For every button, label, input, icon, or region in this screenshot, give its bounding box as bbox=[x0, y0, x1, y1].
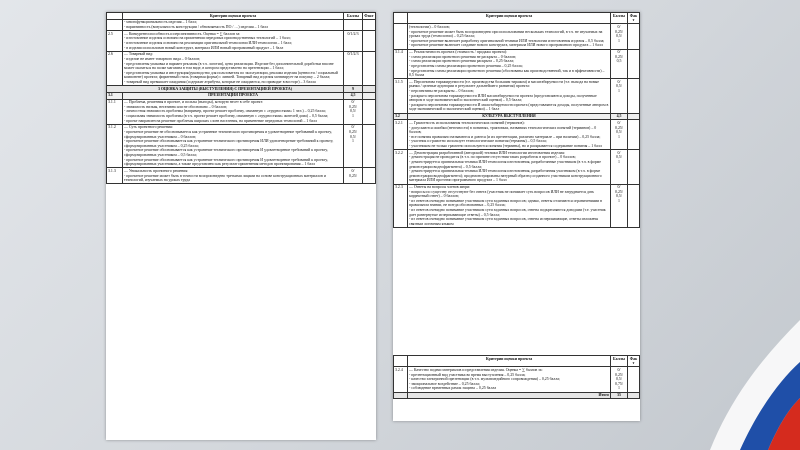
row-fact bbox=[363, 168, 376, 184]
row-points: 0/ 0,25/ 0,5/ 1 bbox=[344, 99, 363, 124]
subsection-points: 4,5 bbox=[611, 113, 628, 120]
row-criteria: — Уникальность проектного решения: - проектное решение может быть в точности воспроизведено третьими лицами на основе конструкционных материалов и технологий, изучаемых на уроках труда bbox=[123, 168, 344, 184]
subsection-number: 3.1 bbox=[107, 92, 123, 99]
row-criteria: — Демонстрация разработанной (авторской) техники ИЛИ технологии изготовления изделия: - демонстрация не проводится (в т.ч. по причине отсутствия таких разработок в проекте) – 0 баллов; - демонстрируется оригинальная техника ИЛИ технология изготовления, разработанные участником (в т.ч. в форме демонстрации видеофрагмента) – 0,5 балла; - демонстрируется оригинальная техника ИЛИ технология изготовления, разработанная участником (в т.ч. в форме демонстрации видеофрагмента); продемонстрированы натурный образец созданного участником конструкционного материала ИЛИ прототип программного продукта – 1 балл bbox=[408, 150, 611, 184]
row-criteria: — Ответы на вопросы членов жюри: - вопросы по существу отсутствуют без ответа (участник не понимает суть вопросов ИЛИ не затрудняется дать корректный ответ) – 0 баллов; - из ответов очевидно понимание участником сути заданных вопросов; однако, ответы отличаются ограничениями в правильном знании, не всегда обоснованных – 0,25 балла; - из ответов очевидно понимание участником сути заданных вопросов, ответы подкрепляются доводами (т.е. участник дает развернутые исчерпывающие ответы) – 0,5 балла; - из ответов очевидно понимание участником сути заданных вопросов, ответы исчерпывающие, ответы изложены связным логичным языком bbox=[408, 184, 611, 228]
document-page-left bbox=[106, 12, 376, 440]
table-header-row bbox=[107, 13, 376, 20]
row-points: 0/ 0,25/ 0,5/ 1 bbox=[611, 184, 628, 228]
row-fact bbox=[628, 49, 640, 79]
row-fact bbox=[628, 150, 640, 184]
row-points: 0/ 0,25/ 0,5/ 1 bbox=[344, 124, 363, 168]
row-number: 3.2.4 bbox=[394, 367, 408, 392]
row-points: 0/ 0,25/ 0,5 bbox=[611, 49, 628, 79]
criteria-table-right-lower bbox=[393, 355, 640, 399]
subsection-row bbox=[394, 113, 640, 120]
row-number: 2.6 bbox=[107, 51, 123, 85]
ribbon-graphic bbox=[670, 300, 800, 450]
row-criteria: — Проблема, решенная в проекте, и пользы (выгоды), которую несет в себе проект: - значимость низкая, негативна или не обосновано – 0 баллов; - личностная значимость проблемы (например, проект решает проблему, связанную с «трудностями» 1 чел.) – 0,25 балла; - социальная значимость проблемы (в т.ч. проект решает проблему, связанную с «трудностями» жителей дома) – 0,5 балла; - проект направлен на решение проблемы широких слоев населения, на применение передовых технологий – 1 балл bbox=[123, 99, 344, 124]
row-number: 3.1.5 bbox=[394, 79, 408, 113]
row-points: 0/ 0,5/ 1 bbox=[611, 79, 628, 113]
row-criteria: — Конкурентоспособность и перспективность. Оценка = ∑ баллов за: - изготовление изделия основано на применении передовых производственных технологий – 1 балл; - изготовление изделия основано на реализации оригинальной технологии ИЛИ технологии – 1 балл; - в изделии использован новый конструкт, материал ИЛИ новый программный продукт – 1 балл bbox=[123, 31, 344, 52]
column-header-points: Баллы bbox=[611, 356, 628, 367]
table-row bbox=[107, 124, 376, 168]
table-row bbox=[394, 150, 640, 184]
table-row bbox=[394, 49, 640, 79]
table-row bbox=[107, 51, 376, 85]
section-label: 3 ОЦЕНКА ЗАЩИТЫ (ВЫСТУПЛЕНИЯ) С ПРЕЗЕНТАЦИЕЙ ПРОЕКТА) bbox=[107, 86, 344, 93]
row-number: 3.1.2 bbox=[107, 124, 123, 168]
subsection-row bbox=[107, 92, 376, 99]
row-points: 0/ 0,25/ 0,5/ 1 bbox=[611, 120, 628, 150]
column-header-criteria: Критерии оценки проекта bbox=[408, 13, 611, 24]
row-number: 3.2.1 bbox=[394, 120, 408, 150]
row-points: 0/1/2/3 bbox=[344, 31, 363, 52]
row-criteria: — Качество подачи материалов и представления изделия. Оценка = ∑ баллов за: - презентационный вид участника во время выступления – 0,25 балла; - качество электронной презентации (в т.ч. мультимедийного сопровождения) – 0,25 балла; - эмоциональное воздействие – 0,25 балла; - соблюдение временных рамок защиты – 0,25 балла bbox=[408, 367, 611, 392]
row-fact bbox=[363, 31, 376, 52]
row-criteria: — Реалистичность проекта (стоимость / продажа проекта): - схема реализации проектного решения не раскрыта – 0 баллов; - схема реализации проектного решения раскрыта – 0,25 балла; - представлены схемы реализации проектного решения – 0,25 балла; - представлены схемы реализации проектного решения (обоснованы как производственной, так и в эффективности) – 0,5 балла bbox=[408, 49, 611, 79]
row-number: 3.1.1 bbox=[107, 99, 123, 124]
row-number bbox=[394, 24, 408, 49]
table-row bbox=[394, 120, 640, 150]
row-number: 3.1.3 bbox=[107, 168, 123, 184]
row-points: 0/ 0,25/ 0,5/ 1 bbox=[611, 24, 628, 49]
total-label: Итого bbox=[408, 392, 611, 399]
column-header-fact: Факт bbox=[628, 356, 640, 367]
row-points: 0/ 0,25/ 0,5/ 0,75/ 1 bbox=[611, 367, 628, 392]
document-page-right bbox=[393, 12, 640, 421]
table-header-row bbox=[394, 356, 640, 367]
row-fact bbox=[628, 184, 640, 228]
row-number bbox=[107, 19, 123, 30]
row-fact bbox=[363, 124, 376, 168]
row-criteria: — Грамотность использования технологических понятий (терминов): - допускаются ошибки (неточности) в понятиях, трактовках, названиях технологических понятий (терминов) – 0 баллов; - все понятия правильно называются и даются (и их презентации, различно материале – при наличии) – 0,25 балла; - участник и грамотно использует технологические понятия (термины) – 0,5 балла; - участником не только грамотно используются понятия (термины), но и раскрывается содержание понятия – 1 балл bbox=[408, 120, 611, 150]
row-criteria: - многофункциональность изделия – 1 балл; - вариативность (визуальность конструкции / обновляемость ПО / …) изделия – 1 балл bbox=[123, 19, 344, 30]
table-row bbox=[394, 367, 640, 392]
total-row bbox=[394, 392, 640, 399]
row-points: 0/ 0,5/ 1 bbox=[611, 150, 628, 184]
row-points bbox=[344, 19, 363, 30]
table-row bbox=[394, 24, 640, 49]
table-row bbox=[394, 184, 640, 228]
subsection-number: 3.2 bbox=[394, 113, 408, 120]
row-fact bbox=[628, 120, 640, 150]
tricolor-ribbon-decoration bbox=[670, 300, 800, 450]
section-points: 9 bbox=[344, 86, 363, 93]
column-header-fact: Факт bbox=[628, 13, 640, 24]
row-number: 3.2.2 bbox=[394, 150, 408, 184]
subsection-label: КУЛЬТУРА ВЫСТУПЛЕНИЯ bbox=[408, 113, 611, 120]
row-number: 3.1.4 bbox=[394, 49, 408, 79]
row-number: 3.2.3 bbox=[394, 184, 408, 228]
row-fact bbox=[628, 79, 640, 113]
row-fact bbox=[363, 99, 376, 124]
row-criteria: — Товарный вид: - изделие не имеет товарного вида – 0 баллов; - представлены упаковка и вариант рекламы (в т.ч. логотип), цена реализации. Изделие без дополнительной доработки вполне может оказаться на полке магазина в том виде, в котором представлено на презентации – 1 балл; - представлены упаковка и инструкция/руководство для пользователя по эксплуатации, реклама изделия (ценности / социальный компонент) проекта; фирменный стиль (товарная форма) с линией. Товарный вид изделия мотивирует на покупку – 2 балла; - товарный вид превышает ожидания (содержит атрибуты, которые не ожидаются, но приводят в восторг) – 3 балла bbox=[123, 51, 344, 85]
criteria-table-left bbox=[106, 12, 376, 184]
total-points: 35 bbox=[611, 392, 628, 399]
table-row bbox=[107, 168, 376, 184]
row-points: 0/1/2/3 bbox=[344, 51, 363, 85]
section-row bbox=[107, 86, 376, 93]
row-criteria: (технологии) – 0 баллов; - проектное решение может быть воспроизведено при использовании нескольких технологий, в т.ч. не изучаемых на уроках труда (технологии) – 0,25 балла; - проектное решение включает разработку оригинальной техники ИЛИ технологии изготовления изделия – 0,5 балла; - проектное решение включает создание нового конструкта, материала ИЛИ нового программного продукта – 1 балл bbox=[408, 24, 611, 49]
subsection-label: ПРЕЗЕНТАЦИЯ ПРОЕКТА bbox=[123, 92, 344, 99]
row-criteria: — Перспектива тиражируемости (т.е. производства большим тиражом) и масштабируемости (т.е. выхода на новые рынки / целевые аудитории в результате дальнейшего развития) проекта: - перспективы не раскрыты – 0 баллов; - раскрыта перспектива тиражируемости ИЛИ масштабируемости проекта (представляются доходы, полученные автором в ходе экономической и экологический оценки) – 0,5 балла; - раскрыта перспектива тиражируемости И масштабируемости проекта (представляются доходы, полученные автором в ходе экономической и экологический оценки) – 1 балл bbox=[408, 79, 611, 113]
table-row bbox=[107, 31, 376, 52]
column-header-criteria: Критерии оценки проекта bbox=[123, 13, 344, 20]
row-fact bbox=[363, 19, 376, 30]
table-row bbox=[107, 19, 376, 30]
row-fact bbox=[628, 367, 640, 392]
criteria-table-right bbox=[393, 12, 640, 228]
row-criteria: — Суть проектного решения: - проектное решение не обосновывается как устранение технического противоречия и удовлетворение требований к проекту, сформулированных участником – 0 баллов; - проектное решение обосновывается как устранение технического противоречия ИЛИ удовлетворение требований к проекту, сформулированных участником – 0,25 балла; - проектное решение обосновывается как устранение технического противоречия И удовлетворение требований к проекту, сформулированных участником – 0,5 балла; - проектное решение обосновывается как устранение технического противоречия И удовлетворение требований к проекту, сформулированных участником, а также представлено как результат применения методов проектирования – 1 балл bbox=[123, 124, 344, 168]
table-header-row bbox=[394, 13, 640, 24]
row-fact bbox=[628, 24, 640, 49]
table-row bbox=[394, 79, 640, 113]
row-number: 2.5 bbox=[107, 31, 123, 52]
column-header-points: Баллы bbox=[611, 13, 628, 24]
lower-table-block bbox=[393, 355, 640, 399]
column-header-criteria: Критерии оценки проекта bbox=[408, 356, 611, 367]
column-header-points: Баллы bbox=[344, 13, 363, 20]
row-fact bbox=[363, 51, 376, 85]
column-header-fact: Факт bbox=[364, 13, 374, 18]
subsection-points: 4,5 bbox=[344, 92, 363, 99]
table-row bbox=[107, 99, 376, 124]
row-points: 0/ 0,25/ bbox=[344, 168, 363, 184]
